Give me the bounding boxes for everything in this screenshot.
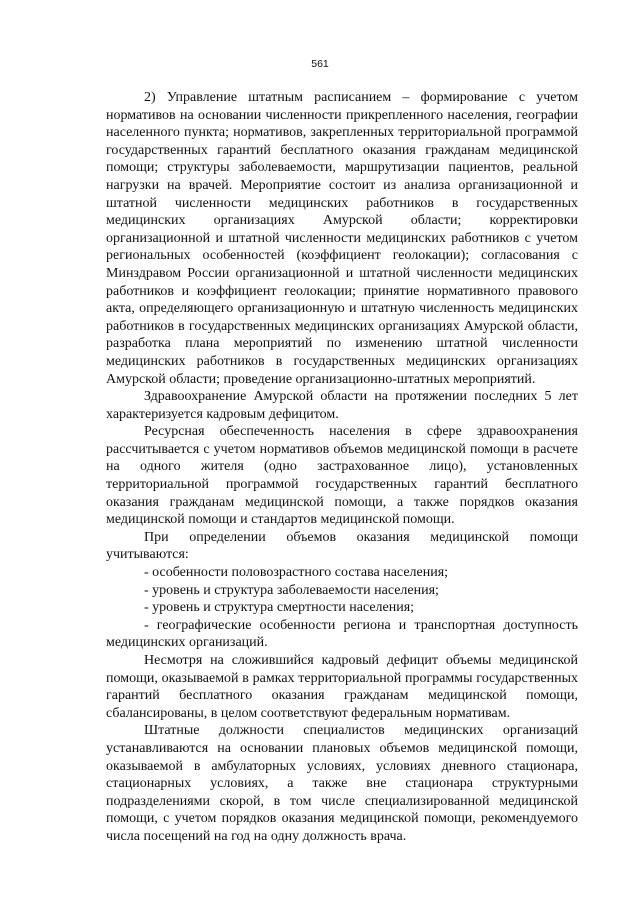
document-body	[106, 89, 578, 846]
list-item-geography: - географические особенности региона и транспортная доступность медицинских организаций.	[106, 617, 578, 651]
paragraph-resource-provision: Ресурсная обеспеченность населения в сфере здравоохранения рассчитывается с учетом нормативов объемов медицинской помощи в расчете на одного жителя (одно застрахованное лицо), установленных территориальной программой государственных гарантий бесплатного оказания гражданам медицинской помощи, а также порядков оказания медицинской помощи и стандартов медицинской помощи.	[106, 424, 578, 528]
paragraph-volumes-balanced: Несмотря на сложившийся кадровый дефицит объемы медицинской помощи, оказываемой в рамках территориальной программы государственных гарантий бесплатного оказания гражданам медицинской помощи, сбалансированы, в целом соответствуют федеральным нормативам.	[106, 653, 578, 721]
page-number: 561	[311, 58, 329, 70]
paragraph-staff-deficit: Здравоохранение Амурской области на протяжении последних 5 лет характеризуется кадровым дефицитом.	[106, 389, 578, 422]
paragraph-staffing-management: 2) Управление штатным расписанием – формирование с учетом нормативов на основании численности прикрепленного населения, географии населенного пункта; нормативов, закрепленных территориальной программой государственных гарантий бесплатного оказания гражданам медицинской помощи; структуры заболеваемости, маршрутизации пациентов, реальной нагрузки на врачей. Мероприятие состоит из анализа организационной и штатной численности медицинских работников в государственных медицинских организациях Амурской области; корректировки организационной и штатной численности медицинских работников с учетом региональных особенностей (коэффициент геолокации); согласования с Минздравом России организационной и штатной численности медицинских работников и коэффициент геолокации; принятие нормативного правового акта, определяющего организационную и штатную численность медицинских работников в государственных медицинских организациях Амурской области, разработка плана мероприятий по изменению штатной численности медицинских работников в государственных медицинских организациях Амурской области; проведение организационно-штатных мероприятий.	[106, 90, 578, 387]
paragraph-volume-factors-intro: При определении объемов оказания медицинской помощи учитываются:	[106, 529, 578, 563]
paragraph-staff-positions: Штатные должности специалистов медицинских организаций устанавливаются на основании плановых объемов медицинской помощи, оказываемой в амбулаторных условиях, условиях дневного стационара, стационарных условиях, а также вне стационара структурными подразделениями скорой, в том числе специализированной медицинской помощи, с учетом порядков оказания медицинской помощи, рекомендуемого числа посещений на год на одну должность врача.	[106, 723, 578, 844]
list-item-mortality: - уровень и структура смертности населения;	[144, 600, 415, 616]
list-item-age-sex-structure: - особенности половозрастного состава населения;	[144, 565, 449, 581]
list-item-morbidity: - уровень и структура заболеваемости населения;	[144, 582, 439, 598]
